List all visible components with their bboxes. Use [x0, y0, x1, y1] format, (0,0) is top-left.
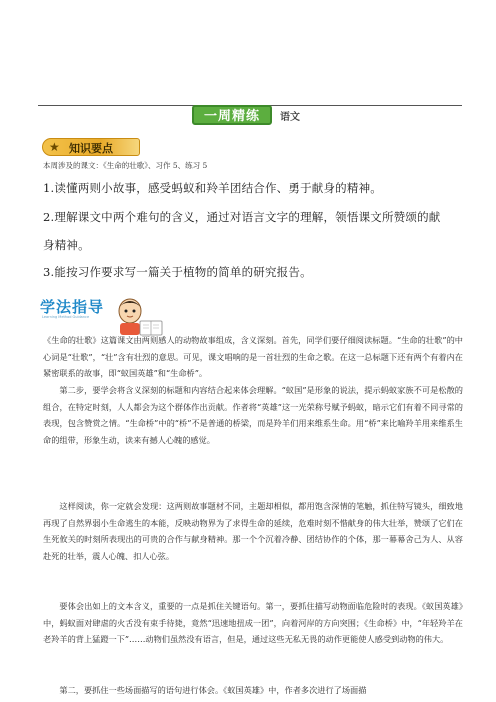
banner-label: 知识要点 — [69, 142, 113, 155]
subject-label: 语文 — [280, 112, 300, 123]
method-paragraph: 第二，要抓住一些场面描写的语句进行体会。《蚁国英雄》中，作者多次进行了场面描 — [59, 685, 367, 695]
lesson-note: 本周涉及的课文：《生命的壮歌》、习作 5、练习 5 — [43, 161, 208, 170]
student-mascot-icon — [100, 293, 180, 337]
knowledge-points-banner — [42, 138, 140, 156]
goal-item: 1.读懂两则小故事，感受蚂蚁和羚羊团结合作、勇于献身的精神。 — [43, 181, 382, 195]
method-guide-logo — [40, 293, 210, 337]
goal-item: 3.能按习作要求写一篇关于植物的简单的研究报告。 — [43, 265, 312, 279]
goal-item-continued: 身精神。 — [43, 238, 90, 252]
method-paragraph: 第二步，要学会将含义深刻的标题和内容结合起来体会理解。“蚁国”是形象的说法，提示蚂蚁家族不可是松散的组合，在特定时刻，人人都会为这个群体作出贡献。作者将“英雄”这一光荣称号赋予蚂蚁，暗示它们有着不同寻常的表现，包含赞赏之情。“生命桥”中的“桥”不是普通的桥梁，而是羚羊们用来维系生命。用“桥”来比喻羚羊用来维系生命的组带，形象生动，读来有撼人心魄的感觉。 — [43, 385, 463, 445]
method-title: 学法指导 — [40, 298, 105, 316]
method-subtitle: Learning Method Guidance — [42, 315, 90, 319]
goal-item: 2.理解课文中两个难句的含义，通过对语言文字的理解，领悟课文所赞颂的献 — [43, 210, 441, 224]
weekly-practice-badge: 一周精练 — [192, 105, 272, 125]
method-paragraph: 《生命的壮歌》这篇课文由两则感人的动物故事组成，含义深刻。首先，同学们要仔细阅读标题。“生命的壮歌”的中心词是“壮歌”，“壮”含有壮烈的意思。可见，课文唱响的是一首壮烈的生命之歌。在这一总标题下还有两个有着内在紧密联系的故事，即“蚁国英雄”和“生命桥”。 — [43, 335, 463, 378]
star-icon: ★ — [49, 140, 60, 154]
method-paragraph: 要体会出如上的文本含义，重要的一点是抓住关键语句。第一，要抓住描写动物面临危险时的表现。《蚁国英雄》中，蚂蚁面对肆虐的火舌没有束手待毙，竟然“迅速地扭成一团”，向着河岸的方向突围；《生命桥》中，“年轻羚羊在老羚羊的背上猛蹬一下”……动物们虽然没有语言，但是，通过这些无私无畏的动作更能使人感受到动物的伟大。 — [43, 601, 463, 644]
method-paragraph: 这样阅读，你一定就会发现：这两则故事题材不同，主题却相似，都用饱含深情的笔触，抓住特写镜头，细致地再现了自然界弱小生命逃生的本能，反映动物界为了求得生命的延续，危难时刻不惜献身的伟大壮举，赞颂了它们在生死攸关的时刻所表现出的可贵的合作与献身精神。那一个个沉着冷静、团结协作的个体，那一幕幕舍己为人、从容赴死的壮举，震人心魄、扣人心弦。 — [43, 501, 463, 561]
